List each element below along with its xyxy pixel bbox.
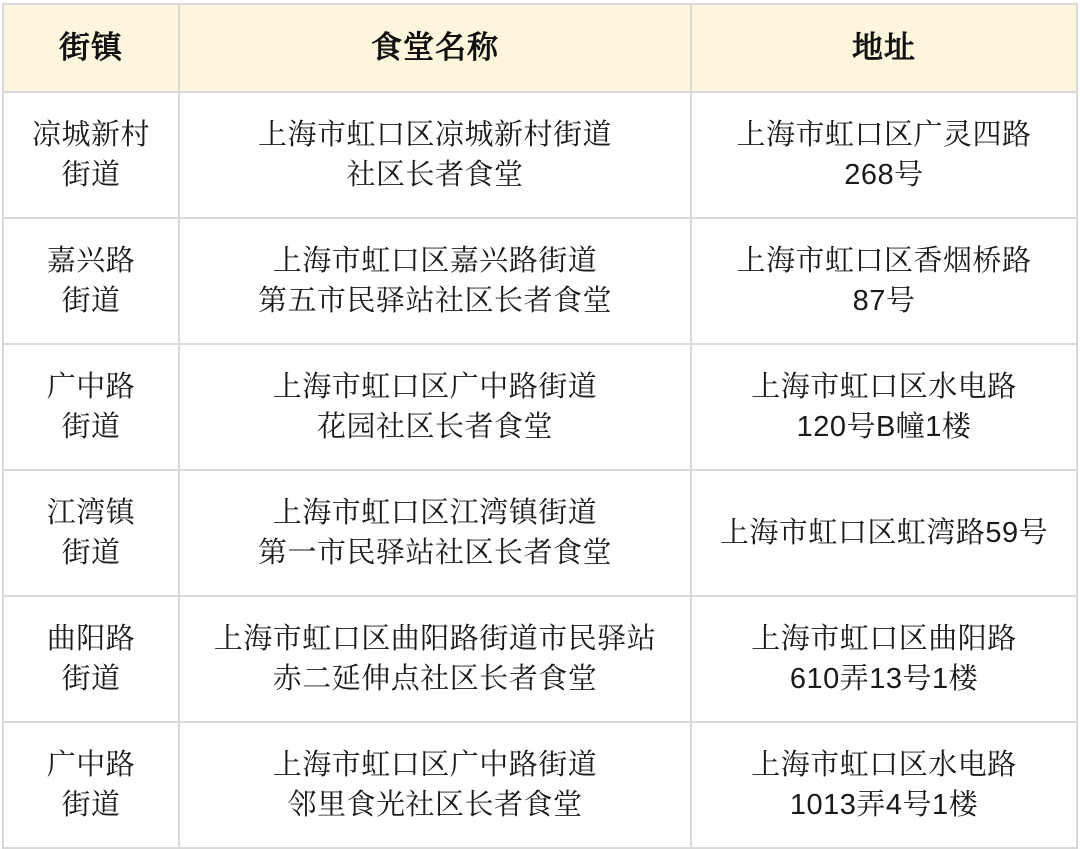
cell-name-line1: 上海市虹口区广中路街道 bbox=[272, 370, 598, 403]
cell-addr-line2: 120号B幢1楼 bbox=[796, 411, 972, 443]
cell-street-line2: 街道 bbox=[61, 537, 121, 569]
cell-street bbox=[3, 596, 179, 722]
cell-addr-line1: 上海市虹口区香烟桥路 bbox=[736, 244, 1032, 277]
column-header-address: 地址 bbox=[691, 4, 1077, 92]
cell-canteen-name bbox=[179, 596, 691, 722]
cell-street-line1: 广中路 bbox=[46, 748, 136, 781]
cell-street bbox=[3, 344, 179, 470]
table-row bbox=[3, 92, 1077, 218]
cell-street-line1: 曲阳路 bbox=[46, 622, 136, 655]
cell-street-line2: 街道 bbox=[61, 411, 121, 443]
cell-street bbox=[3, 470, 179, 596]
table-body bbox=[3, 92, 1077, 848]
cell-street-line1: 江湾镇 bbox=[46, 496, 136, 529]
cell-addr-line2: 610弄13号1楼 bbox=[789, 663, 979, 695]
table-row bbox=[3, 344, 1077, 470]
cell-addr-line2: 87号 bbox=[852, 285, 916, 317]
cell-addr-line1: 上海市虹口区虹湾路59号 bbox=[719, 516, 1049, 549]
cell-name-line1: 上海市虹口区曲阳路街道市民驿站 bbox=[213, 622, 657, 655]
cell-name-line2: 花园社区长者食堂 bbox=[316, 411, 553, 443]
cell-street bbox=[3, 218, 179, 344]
cell-address bbox=[691, 596, 1077, 722]
cell-address bbox=[691, 92, 1077, 218]
cell-canteen-name bbox=[179, 344, 691, 470]
cell-name-line1: 上海市虹口区广中路街道 bbox=[272, 748, 598, 781]
cell-address bbox=[691, 344, 1077, 470]
cell-canteen-name bbox=[179, 92, 691, 218]
cell-name-line2: 赤二延伸点社区长者食堂 bbox=[272, 663, 598, 695]
cell-canteen-name bbox=[179, 218, 691, 344]
column-header-street: 街镇 bbox=[3, 4, 179, 92]
cell-addr-line2: 268号 bbox=[844, 159, 924, 191]
cell-street-line2: 街道 bbox=[61, 663, 121, 695]
cell-street-line1: 广中路 bbox=[46, 370, 136, 403]
cell-address bbox=[691, 722, 1077, 848]
cell-addr-line1: 上海市虹口区曲阳路 bbox=[751, 622, 1017, 655]
cell-name-line2: 第五市民驿站社区长者食堂 bbox=[257, 285, 612, 317]
cell-canteen-name bbox=[179, 470, 691, 596]
cell-street-line1: 凉城新村 bbox=[31, 118, 150, 151]
cell-name-line2: 邻里食光社区长者食堂 bbox=[287, 789, 583, 821]
table-header-row bbox=[3, 4, 1077, 92]
cell-addr-line1: 上海市虹口区水电路 bbox=[751, 748, 1017, 781]
table-row bbox=[3, 470, 1077, 596]
cell-address bbox=[691, 470, 1077, 596]
cell-canteen-name bbox=[179, 722, 691, 848]
cell-street-line2: 街道 bbox=[61, 789, 121, 821]
cell-street bbox=[3, 722, 179, 848]
table-row bbox=[3, 722, 1077, 848]
cell-name-line1: 上海市虹口区江湾镇街道 bbox=[272, 496, 598, 529]
cell-name-line2: 社区长者食堂 bbox=[346, 159, 524, 191]
cell-addr-line1: 上海市虹口区广灵四路 bbox=[736, 118, 1032, 151]
cell-street-line2: 街道 bbox=[61, 159, 121, 191]
cell-address bbox=[691, 218, 1077, 344]
cell-name-line1: 上海市虹口区凉城新村街道 bbox=[257, 118, 612, 151]
cell-addr-line2: 1013弄4号1楼 bbox=[789, 789, 979, 821]
table-row bbox=[3, 596, 1077, 722]
cell-addr-line1: 上海市虹口区水电路 bbox=[751, 370, 1017, 403]
table-row bbox=[3, 218, 1077, 344]
table-header bbox=[3, 4, 1077, 92]
cell-street-line1: 嘉兴路 bbox=[46, 244, 136, 277]
community-canteen-table bbox=[2, 3, 1078, 849]
cell-street-line2: 街道 bbox=[61, 285, 121, 317]
cell-name-line2: 第一市民驿站社区长者食堂 bbox=[257, 537, 612, 569]
cell-street bbox=[3, 92, 179, 218]
column-header-canteen-name: 食堂名称 bbox=[179, 4, 691, 92]
cell-name-line1: 上海市虹口区嘉兴路街道 bbox=[272, 244, 598, 277]
